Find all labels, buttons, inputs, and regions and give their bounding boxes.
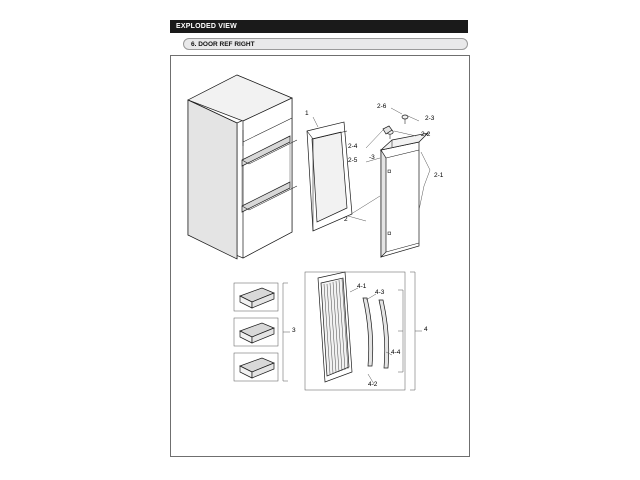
door-bins-group <box>234 283 290 381</box>
door-liner-part <box>381 131 431 257</box>
callout-2-1: 2-1 <box>434 172 444 179</box>
door-panel-part <box>307 122 352 231</box>
callout-4-4: 4-4 <box>391 349 401 356</box>
page-title: EXPLODED VIEW <box>170 20 468 33</box>
callout-1: 1 <box>305 110 309 117</box>
callout-2: 2 <box>344 216 348 223</box>
callout-4-1: 4-1 <box>357 283 367 290</box>
callout-2-4: 2-4 <box>348 143 358 150</box>
callout-2-2: 2-2 <box>421 131 431 138</box>
shelf-grille <box>318 272 352 382</box>
callout-4-2: 4-2 <box>368 381 378 388</box>
callout-3: 3 <box>292 327 296 334</box>
callout-2-5: 2-5 <box>348 157 358 164</box>
callout-2-3-b: -3 <box>369 154 375 161</box>
section-title: 6. DOOR REF RIGHT <box>183 38 468 50</box>
callout-2-6: 2-6 <box>377 103 387 110</box>
callout-4-3: 4-3 <box>375 289 385 296</box>
fastener-group <box>383 115 408 139</box>
callout-2-3: 2-3 <box>425 115 435 122</box>
callout-4: 4 <box>424 326 428 333</box>
refrigerator-cabinet <box>188 75 297 259</box>
